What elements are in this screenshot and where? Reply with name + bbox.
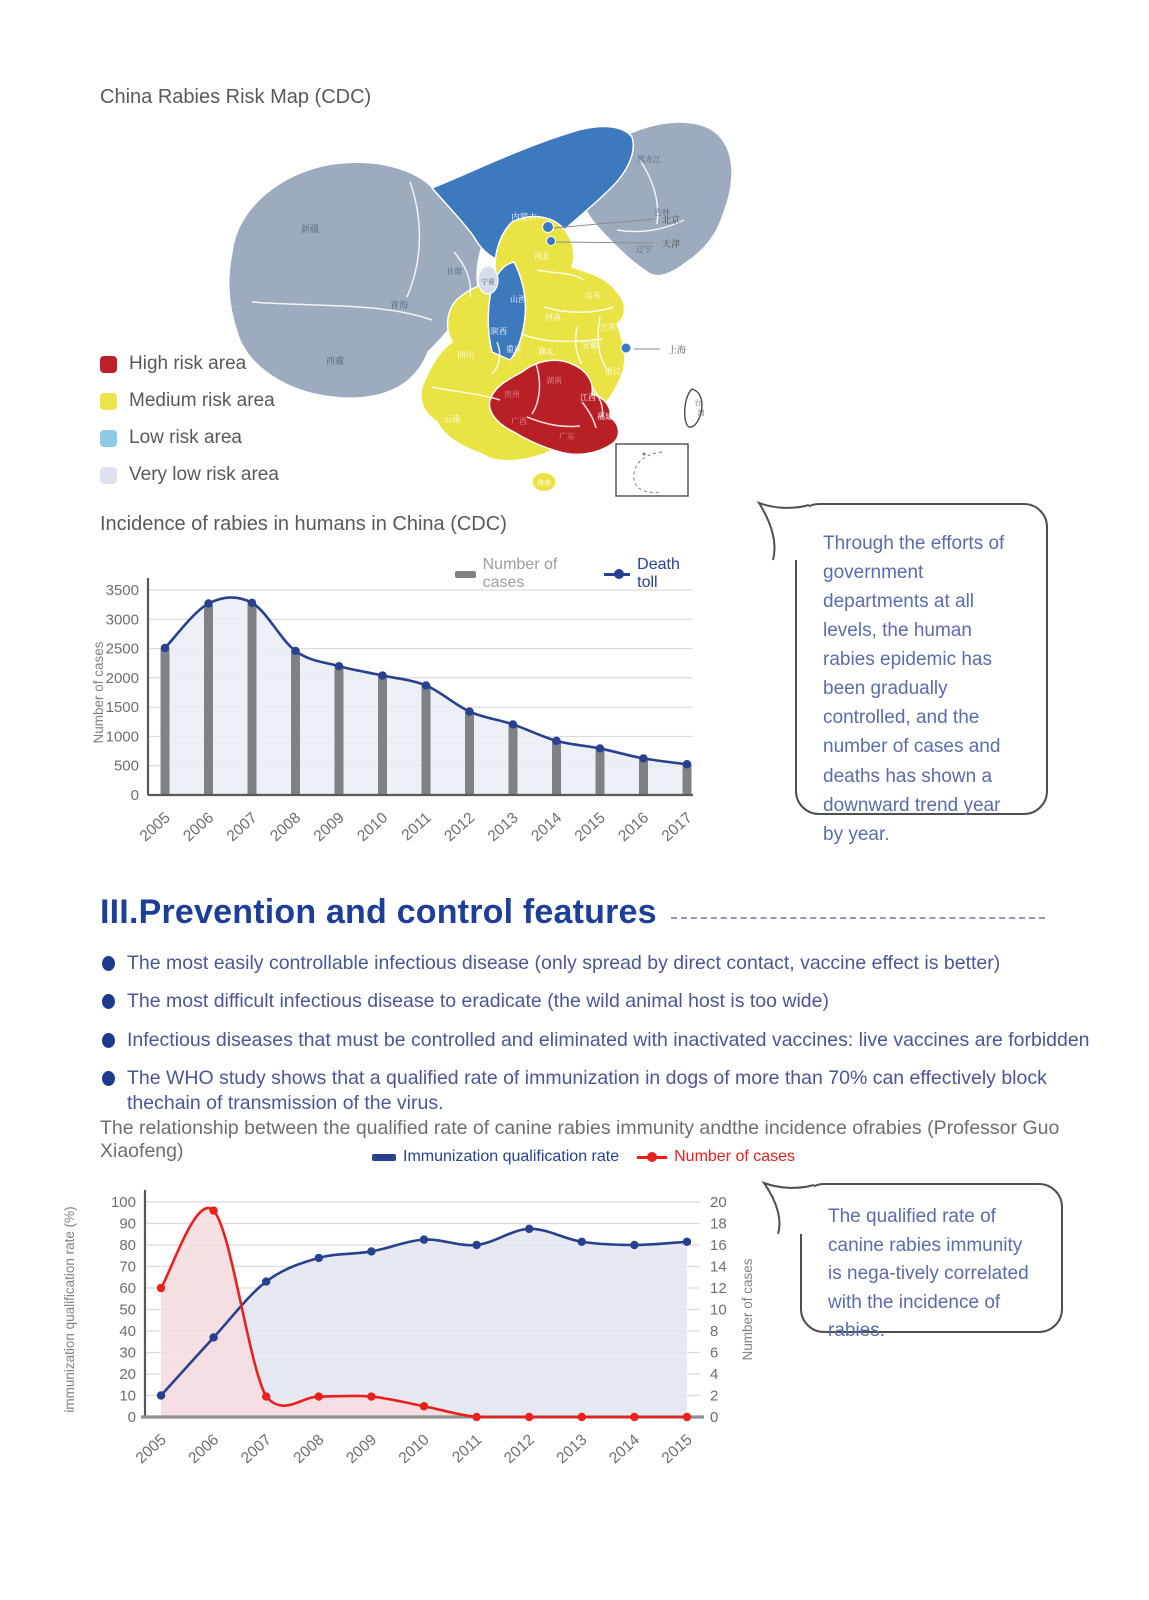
svg-text:20: 20 bbox=[710, 1194, 727, 1211]
legend-death-toll: Death toll bbox=[604, 556, 695, 592]
svg-text:西藏: 西藏 bbox=[325, 356, 345, 366]
svg-text:30: 30 bbox=[119, 1344, 136, 1362]
legend-item-very-low-risk: Very low risk area bbox=[100, 464, 330, 486]
svg-text:2015: 2015 bbox=[571, 809, 609, 846]
speech-bubble-trend bbox=[795, 503, 1048, 845]
svg-text:4: 4 bbox=[710, 1366, 719, 1383]
svg-text:0: 0 bbox=[710, 1409, 719, 1426]
svg-text:2011: 2011 bbox=[449, 1431, 486, 1467]
svg-text:2017: 2017 bbox=[658, 809, 696, 846]
svg-text:80: 80 bbox=[119, 1237, 136, 1254]
legend-item-low-risk: Low risk area bbox=[100, 427, 330, 449]
svg-text:10: 10 bbox=[119, 1387, 136, 1405]
low-risk-swatch bbox=[100, 430, 117, 447]
speech-bubble-tail bbox=[762, 1180, 818, 1238]
svg-text:青海: 青海 bbox=[389, 300, 409, 310]
medium-risk-swatch bbox=[100, 393, 117, 410]
bullet-item: The most difficult infectious disease to eradicate (the wild animal host is too wide) bbox=[100, 989, 1090, 1014]
svg-text:6: 6 bbox=[710, 1344, 719, 1362]
immunity-chart bbox=[60, 1165, 760, 1470]
svg-text:2000: 2000 bbox=[105, 669, 139, 687]
svg-text:2013: 2013 bbox=[553, 1431, 591, 1468]
speech-bubble-tail bbox=[757, 500, 813, 564]
svg-text:70: 70 bbox=[119, 1258, 136, 1276]
svg-text:Number of cases: Number of cases bbox=[91, 641, 106, 744]
svg-text:8: 8 bbox=[710, 1323, 719, 1340]
svg-text:湖南: 湖南 bbox=[546, 376, 562, 385]
speech-bubble-correlation bbox=[800, 1183, 1063, 1341]
svg-text:吉林: 吉林 bbox=[654, 208, 670, 217]
svg-text:12: 12 bbox=[710, 1280, 727, 1297]
svg-text:2009: 2009 bbox=[343, 1431, 381, 1468]
svg-text:甘肃: 甘肃 bbox=[446, 267, 462, 276]
svg-text:2014: 2014 bbox=[606, 1431, 644, 1468]
speech-bubble-trend-text: Through the efforts of government departments at all levels, the human rabies epidemic has been gradually controlled, and the number of cases and deaths has shown a downward trend year by year. bbox=[795, 503, 1048, 815]
svg-text:云南: 云南 bbox=[443, 414, 461, 424]
svg-text:2005: 2005 bbox=[136, 809, 174, 846]
svg-text:黑龙江: 黑龙江 bbox=[637, 155, 661, 164]
svg-text:2010: 2010 bbox=[395, 1431, 433, 1468]
svg-text:Number of cases: Number of cases bbox=[740, 1258, 755, 1361]
cases-line-swatch bbox=[637, 1156, 667, 1159]
svg-text:2: 2 bbox=[710, 1387, 719, 1405]
bullet-item: Infectious diseases that must be controlled and eliminated with inactivated vaccines: live vaccines are forbidden bbox=[100, 1028, 1090, 1053]
legend-cases-red: Number of cases bbox=[637, 1148, 795, 1166]
legend-item-medium-risk: Medium risk area bbox=[100, 390, 330, 412]
map-legend bbox=[100, 353, 330, 501]
legend-number-of-cases: Number of cases bbox=[455, 556, 586, 592]
svg-text:immunization qualification rat: immunization qualification rate (%) bbox=[62, 1206, 77, 1413]
svg-text:2014: 2014 bbox=[528, 809, 566, 846]
svg-text:2012: 2012 bbox=[500, 1431, 538, 1468]
immunity-chart-title: The relationship between the qualified rate of canine rabies immunity andthe incidence ofrabies (Professor Guo Xiaofeng) bbox=[100, 1117, 1060, 1162]
svg-text:山西: 山西 bbox=[510, 295, 526, 304]
section-heading: III.Prevention and control features bbox=[100, 893, 657, 931]
map-title: China Rabies Risk Map (CDC) bbox=[100, 86, 372, 108]
legend-item-high-risk: High risk area bbox=[100, 353, 330, 375]
svg-text:陕西: 陕西 bbox=[491, 327, 507, 336]
svg-text:2007: 2007 bbox=[223, 809, 261, 846]
svg-text:2011: 2011 bbox=[398, 809, 435, 845]
legend-immunization-rate: Immunization qualification rate bbox=[372, 1148, 619, 1166]
svg-text:3500: 3500 bbox=[105, 582, 139, 599]
svg-text:上海: 上海 bbox=[668, 345, 687, 355]
svg-text:辽宁: 辽宁 bbox=[636, 245, 652, 254]
svg-text:河南: 河南 bbox=[545, 313, 561, 322]
bullet-item: The WHO study shows that a qualified rate of immunization in dogs of more than 70% can effectively block thechain of transmission of the virus. bbox=[100, 1066, 1090, 1117]
svg-text:广东: 广东 bbox=[559, 432, 575, 441]
svg-text:贵州: 贵州 bbox=[504, 390, 520, 399]
svg-text:2005: 2005 bbox=[132, 1431, 170, 1468]
svg-text:广西: 广西 bbox=[511, 417, 527, 426]
svg-text:2007: 2007 bbox=[237, 1431, 275, 1468]
svg-text:1500: 1500 bbox=[105, 699, 139, 717]
svg-text:江西: 江西 bbox=[580, 393, 596, 402]
svg-text:浙江: 浙江 bbox=[605, 367, 621, 376]
speech-bubble-correlation-text: The qualified rate of canine rabies immunity is nega-tively correlated with the incidence of rabies. bbox=[800, 1183, 1063, 1333]
svg-text:台: 台 bbox=[694, 400, 702, 407]
svg-text:2012: 2012 bbox=[441, 809, 479, 846]
svg-text:90: 90 bbox=[119, 1215, 136, 1233]
svg-text:2010: 2010 bbox=[354, 809, 392, 846]
svg-text:山东: 山东 bbox=[585, 291, 601, 300]
svg-text:安徽: 安徽 bbox=[582, 341, 598, 350]
svg-text:500: 500 bbox=[113, 757, 139, 775]
svg-text:0: 0 bbox=[127, 1409, 136, 1426]
svg-text:2016: 2016 bbox=[615, 809, 653, 846]
south-china-sea-inset bbox=[616, 444, 688, 496]
svg-text:内蒙古: 内蒙古 bbox=[511, 212, 537, 222]
map-dot-tianjin bbox=[547, 237, 556, 246]
svg-text:20: 20 bbox=[119, 1366, 136, 1383]
feature-bullets bbox=[100, 951, 1090, 1130]
heading-dashes bbox=[671, 917, 1045, 919]
svg-text:湖北: 湖北 bbox=[538, 347, 554, 356]
svg-text:50: 50 bbox=[119, 1301, 136, 1319]
svg-text:14: 14 bbox=[710, 1258, 727, 1276]
svg-text:四川: 四川 bbox=[457, 350, 475, 360]
map-region-taiwan bbox=[685, 389, 702, 427]
svg-text:海南: 海南 bbox=[537, 480, 551, 487]
svg-text:新疆: 新疆 bbox=[300, 224, 320, 234]
svg-text:河北: 河北 bbox=[534, 252, 550, 261]
bullet-item: The most easily controllable infectious disease (only spread by direct contact, vaccine effect is better) bbox=[100, 951, 1090, 976]
rate-bar-swatch bbox=[372, 1154, 396, 1161]
svg-text:宁夏: 宁夏 bbox=[481, 279, 495, 286]
svg-text:0: 0 bbox=[130, 787, 139, 804]
map-dot-shanghai bbox=[621, 343, 631, 353]
incidence-chart bbox=[88, 550, 703, 865]
svg-text:2500: 2500 bbox=[105, 640, 139, 658]
incidence-chart-title: Incidence of rabies in humans in China (CDC) bbox=[100, 513, 507, 535]
very-low-risk-swatch bbox=[100, 467, 117, 484]
svg-text:2006: 2006 bbox=[185, 1431, 223, 1468]
svg-text:100: 100 bbox=[110, 1194, 136, 1211]
svg-text:2008: 2008 bbox=[290, 1431, 328, 1468]
svg-text:重庆: 重庆 bbox=[506, 345, 522, 354]
svg-text:16: 16 bbox=[710, 1237, 727, 1254]
high-risk-swatch bbox=[100, 356, 117, 373]
svg-text:2009: 2009 bbox=[310, 809, 348, 846]
section-heading-row bbox=[100, 893, 1045, 932]
svg-text:北京: 北京 bbox=[662, 215, 681, 225]
svg-text:18: 18 bbox=[710, 1215, 727, 1233]
svg-text:60: 60 bbox=[119, 1280, 136, 1297]
svg-text:湾: 湾 bbox=[697, 410, 705, 417]
immunity-chart-legend bbox=[372, 1148, 795, 1166]
svg-text:3000: 3000 bbox=[105, 611, 139, 629]
svg-text:天津: 天津 bbox=[662, 239, 681, 249]
svg-text:福建: 福建 bbox=[597, 412, 613, 421]
map-dot-beijing bbox=[543, 222, 554, 233]
svg-text:2006: 2006 bbox=[180, 809, 218, 846]
svg-text:2013: 2013 bbox=[484, 809, 522, 846]
svg-text:40: 40 bbox=[119, 1323, 136, 1340]
svg-text:江苏: 江苏 bbox=[600, 323, 616, 332]
svg-text:1000: 1000 bbox=[105, 728, 139, 746]
svg-text:2015: 2015 bbox=[658, 1431, 696, 1468]
svg-text:10: 10 bbox=[710, 1301, 727, 1319]
svg-text:2008: 2008 bbox=[267, 809, 305, 846]
